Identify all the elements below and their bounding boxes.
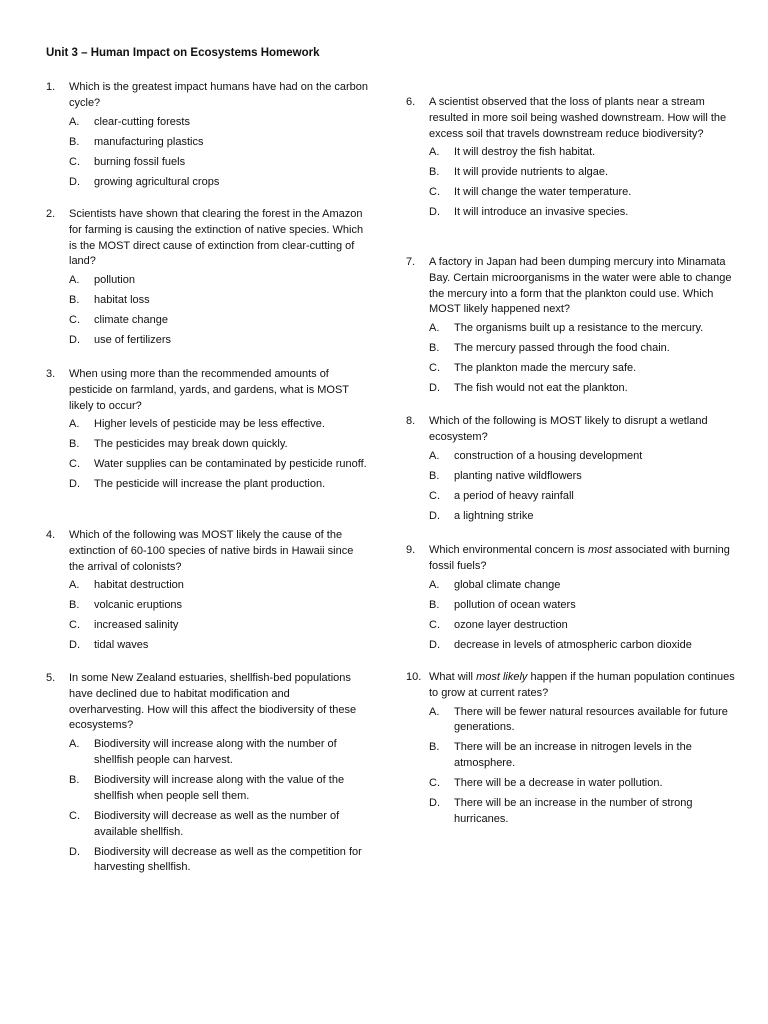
answer-option [429, 638, 736, 654]
answer-option [69, 135, 368, 151]
option-letter: A. [429, 705, 440, 718]
question-text: Which is the greatest impact humans have had on the carbon cycle? [69, 81, 369, 109]
answer-option [429, 145, 736, 161]
option-letter: C. [69, 155, 80, 168]
answer-option [69, 618, 368, 634]
question-number: 2. [46, 208, 56, 220]
option-letter: B. [429, 741, 440, 754]
answer-option [429, 361, 736, 377]
answer-options [429, 449, 736, 525]
answer-option [429, 796, 736, 828]
question-number: 6. [406, 96, 416, 108]
option-text: pollution of ocean waters [454, 598, 576, 611]
option-text: a period of heavy rainfall [454, 489, 574, 502]
answer-option [429, 185, 736, 201]
option-text: increased salinity [94, 619, 179, 632]
answer-option [69, 175, 368, 191]
option-text: burning fossil fuels [94, 155, 186, 168]
option-text: clear-cutting forests [94, 115, 190, 128]
answer-option [69, 313, 368, 329]
option-letter: B. [69, 773, 80, 786]
option-text: decrease in levels of atmospheric carbon dioxide [454, 638, 692, 651]
question-10 [406, 670, 736, 832]
question-row [406, 255, 736, 318]
answer-option [69, 809, 368, 841]
option-letter: D. [429, 206, 440, 219]
option-letter: A. [429, 322, 440, 335]
question-text: Which of the following is MOST likely to disrupt a wetland ecosystem? [429, 415, 708, 443]
answer-option [429, 740, 736, 772]
question-text-start: What will [429, 671, 477, 683]
option-letter: C. [429, 489, 440, 502]
option-letter: D. [69, 175, 80, 188]
answer-options [69, 417, 368, 493]
answer-option [69, 477, 368, 493]
option-letter: C. [429, 777, 440, 790]
option-text: volcanic eruptions [94, 599, 183, 612]
answer-option [429, 205, 736, 221]
option-letter: A. [69, 738, 80, 751]
question-row [46, 367, 368, 414]
question-1 [46, 80, 368, 195]
answer-option [69, 333, 368, 349]
answer-option [69, 155, 368, 171]
question-text-start: Which environmental concern is [429, 544, 588, 556]
option-letter: C. [429, 186, 440, 199]
question-7 [406, 255, 736, 401]
answer-option [69, 273, 368, 289]
question-number: 4. [46, 529, 56, 541]
answer-option [69, 115, 368, 131]
option-letter: D. [429, 509, 440, 522]
answer-options [69, 273, 368, 349]
option-text: pollution [94, 274, 135, 287]
option-text: Biodiversity will decrease as well as the number of available shellfish. [94, 809, 340, 838]
option-letter: B. [69, 438, 80, 451]
question-number: 7. [406, 256, 416, 268]
question-text: Scientists have shown that clearing the forest in the Amazon for farming is causing the extinction of native species. Which is the MOST direct cause of extinction from clear-cutting of land? [69, 208, 364, 268]
question-number: 10. [406, 671, 422, 683]
option-letter: A. [69, 579, 80, 592]
option-text: There will be an increase in nitrogen levels in the atmosphere. [454, 741, 692, 770]
option-text: There will be a decrease in water pollution. [454, 777, 663, 790]
option-text: The fish would not eat the plankton. [454, 382, 628, 395]
question-9 [406, 543, 736, 658]
answer-option [429, 381, 736, 397]
answer-option [429, 449, 736, 465]
option-text: There will be an increase in the number of strong hurricanes. [454, 797, 693, 825]
question-text-end: happen if the human population continues to grow at current rates? [429, 671, 735, 699]
question-row [46, 80, 368, 112]
answer-option [69, 417, 368, 433]
option-text: The pesticides may break down quickly. [94, 438, 288, 451]
option-text: tidal waves [94, 639, 149, 652]
question-text [429, 543, 736, 575]
question-text-end: associated with burning fossil fuels? [429, 544, 730, 572]
option-text: use of fertilizers [94, 334, 172, 347]
question-text: A scientist observed that the loss of plants near a stream resulted in more soil being washed downstream. How will the excess soil that travels downstream reduce biodiversity? [429, 96, 727, 140]
question-text: When using more than the recommended amounts of pesticide on farmland, yards, and gardens, what is MOST likely to occur? [69, 368, 349, 412]
option-text: Biodiversity will increase along with the value of the shellfish when people sell them. [94, 773, 345, 802]
question-text: A factory in Japan had been dumping mercury into Minamata Bay. Certain microorganisms in the water were able to change the mercury into a form that the plankton could use. Which MOST likely happened next? [429, 256, 732, 316]
answer-options [429, 578, 736, 654]
option-letter: D. [69, 639, 80, 652]
answer-option [69, 845, 368, 877]
option-letter: D. [69, 334, 80, 347]
answer-option [429, 776, 736, 792]
question-number: 9. [406, 544, 416, 556]
question-number: 5. [46, 672, 56, 684]
answer-options [69, 115, 368, 191]
option-text: Biodiversity will increase along with the number of shellfish people can harvest. [94, 738, 337, 766]
answer-options [429, 321, 736, 397]
option-letter: D. [429, 638, 440, 651]
option-letter: A. [69, 274, 80, 287]
option-text: construction of a housing development [454, 449, 643, 462]
answer-options [429, 705, 736, 828]
answer-option [69, 437, 368, 453]
option-text: a lightning strike [454, 509, 534, 522]
question-row [406, 414, 736, 446]
option-letter: B. [429, 598, 440, 611]
answer-option [69, 578, 368, 594]
question-number: 3. [46, 368, 56, 380]
option-letter: B. [69, 294, 80, 307]
answer-option [429, 578, 736, 594]
option-letter: C. [69, 458, 80, 471]
option-text: The mercury passed through the food chain. [454, 342, 670, 355]
option-letter: A. [69, 115, 80, 128]
option-text: climate change [94, 314, 168, 327]
option-text: ozone layer destruction [454, 618, 568, 631]
option-text: global climate change [454, 578, 561, 591]
option-letter: C. [429, 362, 440, 375]
option-letter: D. [429, 382, 440, 395]
option-letter: A. [69, 418, 80, 431]
answer-option [69, 293, 368, 309]
option-letter: D. [429, 797, 440, 810]
option-text: The plankton made the mercury safe. [454, 362, 637, 375]
question-row [46, 207, 368, 270]
option-text: Higher levels of pesticide may be less effective. [94, 418, 325, 431]
answer-option [429, 489, 736, 505]
question-text-emphasis: most [587, 544, 612, 556]
option-letter: A. [429, 449, 440, 462]
option-text: It will change the water temperature. [454, 186, 632, 199]
option-text: There will be fewer natural resources available for future generations. [454, 705, 728, 734]
answer-option [429, 598, 736, 614]
answer-options [429, 145, 736, 221]
question-2 [46, 207, 368, 353]
question-5 [46, 671, 368, 880]
option-letter: C. [429, 618, 440, 631]
option-letter: C. [69, 619, 80, 632]
answer-option [429, 341, 736, 357]
answer-option [69, 737, 368, 769]
option-text: The pesticide will increase the plant production. [94, 478, 326, 491]
answer-option [69, 457, 368, 473]
answer-options [69, 737, 368, 876]
option-text: It will destroy the fish habitat. [454, 146, 596, 159]
option-letter: B. [429, 166, 440, 179]
answer-option [429, 509, 736, 525]
option-letter: A. [429, 146, 440, 159]
question-number: 8. [406, 415, 416, 427]
question-4 [46, 528, 368, 658]
question-text [429, 670, 736, 702]
option-letter: A. [429, 578, 440, 591]
answer-option [429, 705, 736, 737]
answer-option [429, 321, 736, 337]
answer-options [69, 578, 368, 654]
option-letter: D. [69, 845, 80, 858]
option-letter: B. [429, 469, 440, 482]
question-6 [406, 95, 736, 225]
question-row [406, 543, 736, 575]
option-letter: B. [69, 599, 80, 612]
question-8 [406, 414, 736, 529]
question-number: 1. [46, 81, 56, 93]
option-text: It will introduce an invasive species. [454, 206, 629, 219]
question-row [406, 95, 736, 142]
option-text: growing agricultural crops [94, 175, 220, 188]
answer-option [69, 773, 368, 805]
question-row [46, 528, 368, 575]
question-text-emphasis: most likely [476, 671, 528, 683]
answer-option [429, 469, 736, 485]
option-letter: D. [69, 478, 80, 491]
option-letter: C. [69, 809, 80, 822]
option-letter: B. [429, 342, 440, 355]
question-text: Which of the following was MOST likely the cause of the extinction of 60-100 species of native birds in Hawaii since the arrival of colonists? [69, 529, 354, 573]
answer-option [69, 598, 368, 614]
option-text: habitat destruction [94, 579, 184, 592]
question-row [46, 671, 368, 734]
question-3 [46, 367, 368, 497]
answer-option [69, 638, 368, 654]
question-text: In some New Zealand estuaries, shellfish-bed populations have declined due to habitat modification and overharvesting. How will this affect the biodiversity of these ecosystems? [69, 672, 357, 732]
option-text: Water supplies can be contaminated by pesticide runoff. [94, 458, 367, 471]
option-text: planting native wildflowers [454, 469, 582, 482]
option-letter: B. [69, 135, 80, 148]
answer-option [429, 618, 736, 634]
answer-option [429, 165, 736, 181]
question-row [406, 670, 736, 702]
option-text: Biodiversity will decrease as well as the competition for harvesting shellfish. [94, 845, 362, 874]
option-text: habitat loss [94, 294, 150, 307]
option-text: manufacturing plastics [94, 135, 204, 148]
page-title: Unit 3 – Human Impact on Ecosystems Homework [46, 47, 320, 59]
option-text: The organisms built up a resistance to the mercury. [454, 322, 704, 335]
option-text: It will provide nutrients to algae. [454, 166, 609, 179]
option-letter: C. [69, 314, 80, 327]
